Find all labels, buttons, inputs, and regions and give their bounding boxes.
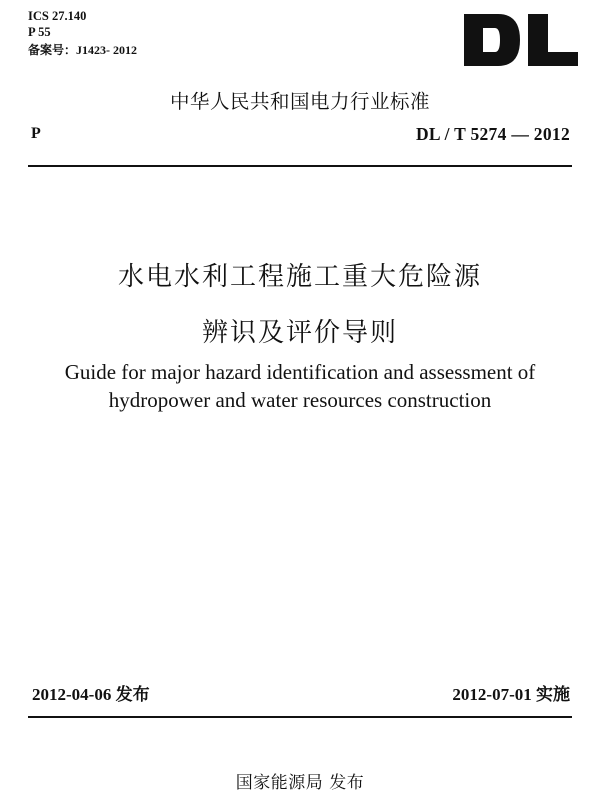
classification-code: P 55 [28, 25, 51, 39]
category-letter: P [31, 125, 41, 142]
dl-logo [462, 12, 580, 68]
standard-number: DL / T 5274 — 2012 [415, 124, 570, 144]
issue-date: 2012-04-06 发布 [32, 685, 150, 704]
implementation-date: 2012-07-01 实施 [452, 685, 570, 704]
ics-code: ICS 27.140 [28, 9, 87, 23]
bottom-divider [28, 716, 572, 718]
title-english-line-1: Guide for major hazard identification and assessment of [64, 360, 536, 384]
top-divider [28, 165, 572, 167]
issuing-authority: 国家能源局 发布 [235, 773, 365, 793]
title-english-line-2: hydropower and water resources construction [108, 388, 492, 412]
title-chinese-line-2: 辨识及评价导则 [201, 318, 398, 347]
filing-number: 备案号：J1423- 2012 [28, 43, 137, 57]
title-chinese-line-1: 水电水利工程施工重大危险源 [117, 262, 482, 291]
standard-organization-line: 中华人民共和国电力行业标准 [169, 90, 430, 113]
